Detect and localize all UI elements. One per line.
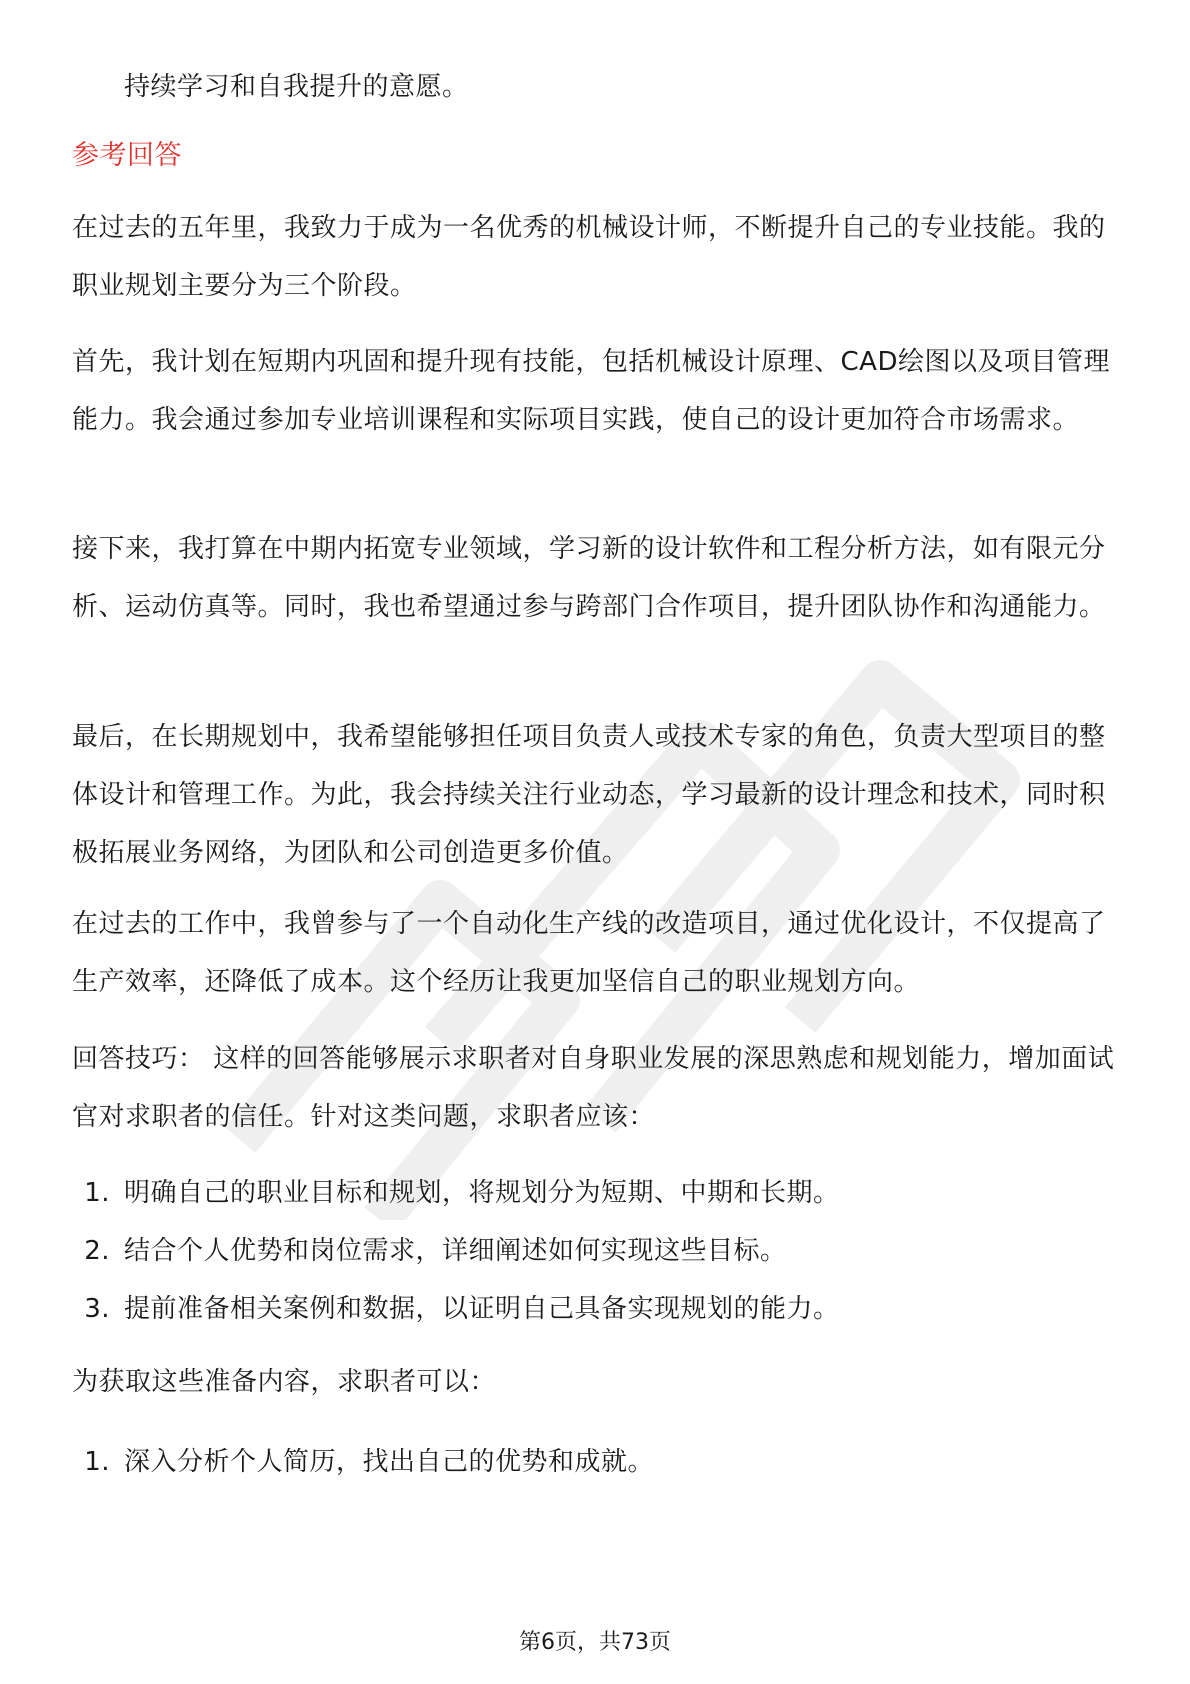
list-number: 3. — [84, 1294, 110, 1324]
list-item — [72, 1280, 1122, 1338]
answer-paragraph: 最后，在长期规划中，我希望能够担任项目负责人或技术专家的角色，负责大型项目的整体设计和管理工作。为此，我会持续关注行业动态，学习最新的设计理念和技术，同时积极拓展业务网络，为团队和公司创造更多价值。 — [72, 722, 1106, 868]
page-number-footer: 第6页，共73页 — [519, 1630, 671, 1655]
answer-paragraph: 接下来，我打算在中期内拓宽专业领域，学习新的设计软件和工程分析方法，如有限元分析、运动仿真等。同时，我也希望通过参与跨部门合作项目，提升团队协作和沟通能力。 — [72, 534, 1106, 622]
list-number: 1. — [84, 1178, 110, 1208]
list-text: 提前准备相关案例和数据，以证明自己具备实现规划的能力。 — [124, 1294, 840, 1324]
answer-paragraph: 在过去的五年里，我致力于成为一名优秀的机械设计师，不断提升自己的专业技能。我的职业规划主要分为三个阶段。 — [72, 213, 1106, 301]
list-number: 2. — [84, 1236, 110, 1266]
list-item — [72, 1433, 1122, 1491]
prep-list — [72, 1433, 1122, 1491]
list-item — [72, 1164, 1122, 1222]
list-text: 深入分析个人简历，找出自己的优势和成就。 — [124, 1447, 655, 1477]
prep-intro: 为获取这些准备内容，求职者可以： — [72, 1367, 497, 1397]
tips-paragraph: 回答技巧： 这样的回答能够展示求职者对自身职业发展的深思熟虑和规划能力，增加面试官对求职者的信任。针对这类问题，求职者应该： — [72, 1044, 1115, 1132]
list-text: 结合个人优势和岗位需求，详细阐述如何实现这些目标。 — [124, 1236, 787, 1266]
answer-paragraph: 首先，我计划在短期内巩固和提升现有技能，包括机械设计原理、CAD绘图以及项目管理能力。我会通过参加专业培训课程和实际项目实践，使自己的设计更加符合市场需求。 — [72, 347, 1110, 435]
list-item — [72, 1222, 1122, 1280]
section-heading: 参考回答 — [72, 140, 182, 171]
tips-list — [72, 1164, 1122, 1338]
intro-line: 持续学习和自我提升的意愿。 — [124, 72, 469, 102]
list-text: 明确自己的职业目标和规划，将规划分为短期、中期和长期。 — [124, 1178, 840, 1208]
list-number: 1. — [84, 1447, 110, 1477]
answer-paragraph: 在过去的工作中，我曾参与了一个自动化生产线的改造项目，通过优化设计，不仅提高了生产效率，还降低了成本。这个经历让我更加坚信自己的职业规划方向。 — [72, 909, 1106, 997]
